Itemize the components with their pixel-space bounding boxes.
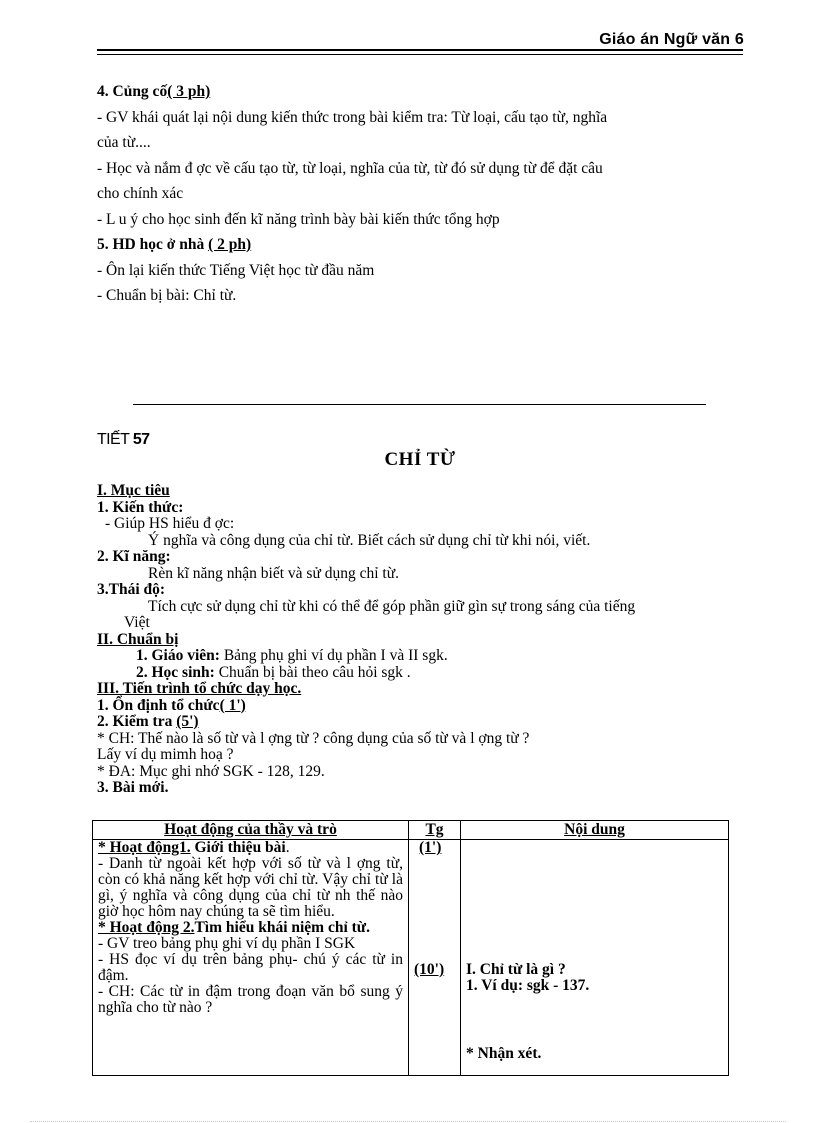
text-line: - Chuẩn bị bài: Chỉ từ. [97,287,237,304]
activity1-heading: * Hoạt động1. Giới thiệu bài. [98,840,290,856]
teacher-prep: 1. Giáo viên: Bảng phụ ghi ví dụ phần I và II sgk. [136,647,448,664]
lesson-title: CHỈ TỪ [384,449,456,470]
table-header-activities: Hoạt động của thầy và trò [93,821,409,840]
table-row [93,840,729,1076]
text-line: - Giúp HS hiểu đ ợc: [105,515,235,532]
top-section [97,79,737,309]
text-line: Tích cực sử dụng chỉ từ khi có thể để góp phần giữ gìn sự trong sáng của tiếng [148,597,636,615]
lesson-body [97,483,757,797]
activities-cell [93,840,409,1076]
time-activity1: (1') [419,840,442,856]
text-line: Việt [124,614,150,631]
text-line: cho chính xác [97,185,184,202]
activity2-line: - GV treo bảng phụ ghi ví dụ phần I SGK [98,935,356,952]
activity1-text: - Danh từ ngoài kết hợp với số từ và l ợng từ, còn có khả năng kết hợp với chỉ từ. Vậy chỉ từ là gì, ý nghĩa và công dụng của chỉ từ nh thế nào giờ học hôm nay chúng ta sẽ tìm hiểu. [98,855,403,920]
process-step1: 1. Ổn định tổ chức( 1') [97,696,246,714]
text-line: của từ.... [97,134,151,151]
skills-heading: 2. Kĩ năng: [97,548,171,565]
section-separator [133,404,706,405]
text-line: Ý nghĩa và công dụng của chỉ từ. Biết cách sử dụng chỉ từ khi nói, viết. [148,531,591,549]
activity2-heading: * Hoạt động 2.Tìm hiểu khái niệm chỉ từ. [98,919,370,936]
content-note: * Nhận xét. [466,1045,542,1062]
process-step2: 2. Kiểm tra (5') [97,713,199,730]
activity2-line: - CH: Các từ in đậm trong đoạn văn bổ sung ý nghĩa cho từ nào ? [98,983,403,1016]
text-line: - Học và nắm đ ợc về cấu tạo từ, từ loại, nghĩa của từ, từ đó sử dụng từ để đặt câu [97,159,603,177]
hd-heading: 5. HD học ở nhà ( 2 ph) [97,236,252,253]
text-line: Lấy ví dụ mimh hoạ ? [97,746,234,763]
text-line: - Ôn lại kiến thức Tiếng Việt học từ đầu năm [97,261,375,279]
text-line: - GV khái quát lại nội dung kiến thức trong bài kiểm tra: Từ loại, cấu tạo từ, nghĩa [97,108,608,126]
preparation-heading: II. Chuẩn bị [97,630,179,648]
activity2-line: - HS đọc ví dụ trên bảng phụ- chú ý các từ in đậm. [98,951,403,984]
process-step3: 3. Bài mới. [97,779,169,796]
process-heading: III. Tiến trình tổ chức dạy học. [97,680,302,697]
hd-time: ( 2 ph) [208,236,252,253]
objectives-heading: I. Mục tiêu [97,482,170,499]
content-heading: I. Chỉ từ là gì ? [466,961,566,978]
content-example: 1. Ví dụ: sgk - 137. [466,977,590,994]
text-line: * CH: Thế nào là số từ và l ợng từ ? công dụng của số từ và l ợng từ ? [97,729,530,747]
table-header-content: Nội dung [461,821,729,840]
header-rule-thin [97,54,743,55]
student-prep: 2. Học sinh: Chuẩn bị bài theo câu hỏi sgk . [136,663,411,681]
text-line: Rèn kĩ năng nhận biết và sử dụng chỉ từ. [148,564,399,582]
text-line: - L u ý cho học sinh đến kĩ năng trình bày bài kiến thức tổng hợp [97,210,500,228]
table-header-time: Tg [409,821,461,840]
lesson-number: TIẾT 57 [97,431,150,448]
time-activity2: (10') [414,961,445,978]
cungco-heading: 4. Củng cố( 3 ph) [97,83,211,100]
content-cell [461,840,729,1076]
table-header-row [93,821,729,840]
document-header-title: Giáo án Ngữ văn 6 [599,31,744,48]
time-cell [409,840,461,1076]
knowledge-heading: 1. Kiến thức: [97,498,184,516]
attitude-heading: 3.Thái độ: [97,581,166,598]
cungco-time: ( 3 ph) [167,83,211,100]
text-line: * ĐA: Mục ghi nhớ SGK - 128, 129. [97,762,325,780]
header-rule-thick [97,49,743,51]
lesson-plan-table [92,820,729,1076]
page-bottom-border [30,1121,786,1122]
